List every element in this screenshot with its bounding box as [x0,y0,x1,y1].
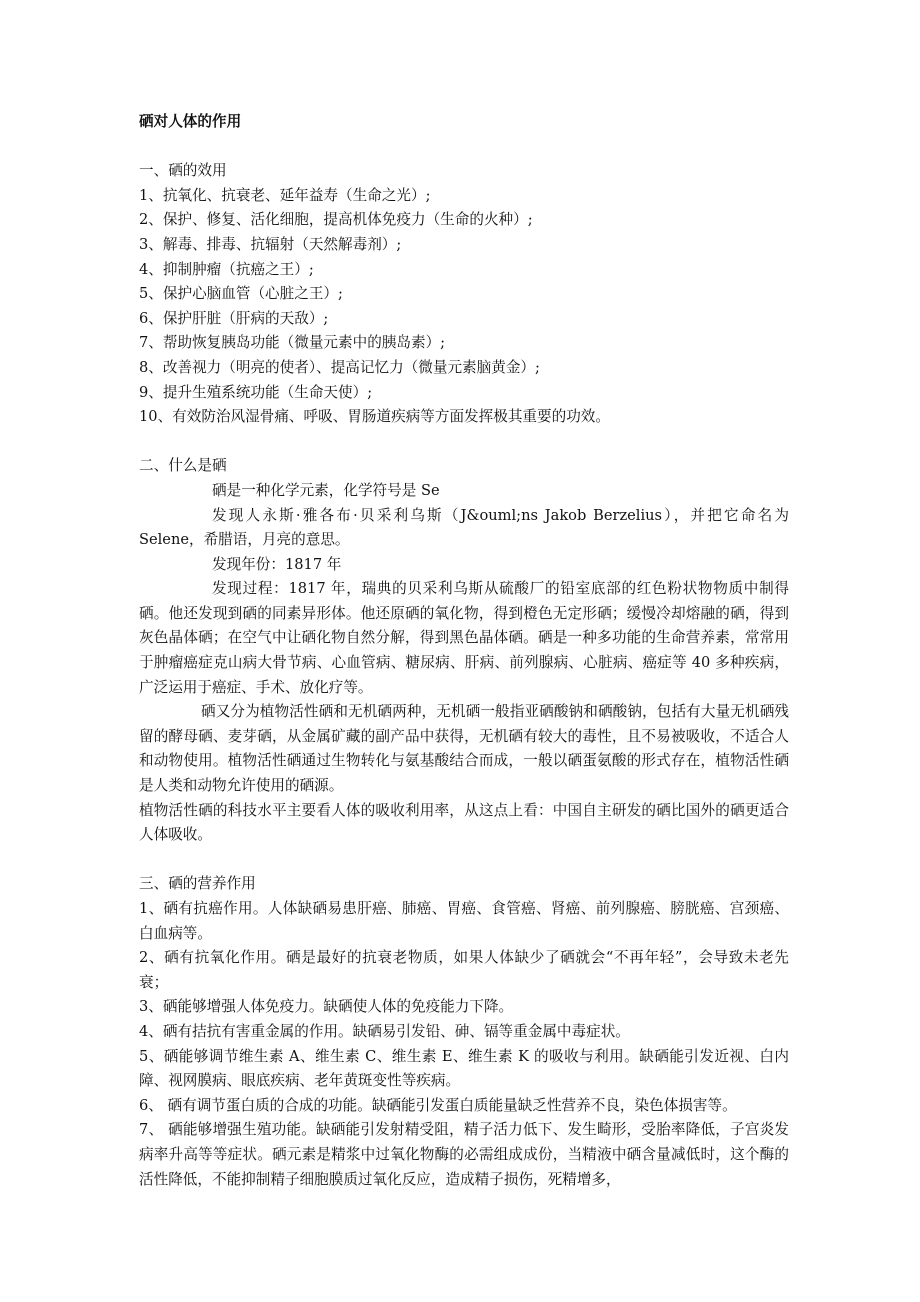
document-title: 硒对人体的作用 [139,113,242,130]
document-page [139,110,789,1192]
section2-discoverer: 发现人永斯·雅各布·贝采利乌斯（J&ouml;ns Jakob Berzelius），并把它命名为Selene，希腊语，月亮的意思。 [139,506,789,549]
section1-item: 1、抗氧化、抗衰老、延年益寿（生命之光）; [139,186,431,204]
section3-item: 5、硒能够调节维生素 A、维生素 C、维生素 E、维生素 K 的吸收与利用。缺硒能引发近视、白内障、视网膜病、眼底疾病、老年黄斑变性等疾病。 [139,1047,789,1090]
section3-item: 3、硒能够增强人体免疫力。缺硒使人体的免疫能力下降。 [139,998,514,1016]
spacer [139,135,789,160]
section3-heading: 三、硒的营养作用 [139,875,256,893]
section2-absorption: 植物活性硒的科技水平主要看人体的吸收利用率，从这点上看：中国自主研发的硒比国外的硒更适合人体吸收。 [139,801,789,844]
section1-item: 5、保护心脑血管（心脏之王）; [139,285,343,303]
section2-process: 发现过程：1817 年，瑞典的贝采利乌斯从硫酸厂的铅室底部的红色粉状物物质中制得硒。他还发现到硒的同素异形体。他还原硒的氧化物，得到橙色无定形硒；缓慢冷却熔融的硒，得到灰色晶体硒；在空气中让硒化物自然分解，得到黑色晶体硒。硒是一种多功能的生命营养素，常常用于肿瘤癌症克山病大骨节病、心血管病、糖尿病、肝病、前列腺病、心脏病、癌症等 40 多种疾病，广泛运用于癌症、手术、放化疗等。 [139,580,789,696]
section1-item: 9、提升生殖系统功能（生命天使）; [139,383,373,401]
section3-item: 4、硒有拮抗有害重金属的作用。缺硒易引发铅、砷、镉等重金属中毒症状。 [139,1022,630,1040]
section3-item: 6、 硒有调节蛋白质的合成的功能。缺硒能引发蛋白质能量缺乏性营养不良，染色体损害等。 [139,1096,737,1114]
section3-item: 2、硒有抗氧化作用。硒是最好的抗衰老物质，如果人体缺少了硒就会“不再年轻”，会导致未老先衰； [139,949,789,991]
section2-heading: 二、什么是硒 [139,457,227,475]
section1-item: 7、帮助恢复胰岛功能（微量元素中的胰岛素）; [139,334,446,352]
section3-item: 1、硒有抗癌作用。人体缺硒易患肝癌、肺癌、胃癌、食管癌、肾癌、前列腺癌、膀胱癌、宫颈癌、白血病等。 [139,900,789,942]
section1-item: 6、保护肝脏（肝病的天敌）; [139,309,329,327]
section2-year: 发现年份：1817 年 [212,555,342,573]
spacer [139,848,789,873]
section1-item: 10、有效防治风湿骨痛、呼吸、胃肠道疾病等方面发挥极其重要的功效。 [139,408,610,426]
spacer [139,430,789,455]
section2-types: 硒又分为植物活性硒和无机硒两种，无机硒一般指亚硒酸钠和硒酸钠，包括有大量无机硒残留的酵母硒、麦芽硒，从金属矿藏的副产品中获得，无机硒有较大的毒性，且不易被吸收，不适合人和动物使用。植物活性硒通过生物转化与氨基酸结合而成，一般以硒蛋氨酸的形式存在，植物活性硒是人类和动物允许使用的硒源。 [139,703,789,795]
section1-item: 3、解毒、排毒、抗辐射（天然解毒剂）; [139,235,402,253]
section2-definition: 硒是一种化学元素，化学符号是 Se [212,481,440,499]
section1-item: 2、保护、修复、活化细胞，提高机体免疫力（生命的火种）; [139,211,533,229]
section1-item: 8、改善视力（明亮的使者）、提高记忆力（微量元素脑黄金）; [139,358,540,376]
section1-item: 4、抑制肿瘤（抗癌之王）; [139,260,314,278]
section1-heading: 一、硒的效用 [139,162,227,180]
section3-item: 7、 硒能够增强生殖功能。缺硒能引发射精受阻，精子活力低下、发生畸形，受胎率降低，子宫炎发病率升高等等症状。硒元素是精浆中过氧化物酶的必需组成成份，当精液中硒含量减低时，这个酶的活性降低，不能抑制精子细胞膜质过氧化反应，造成精子损伤，死精增多， [139,1121,789,1188]
